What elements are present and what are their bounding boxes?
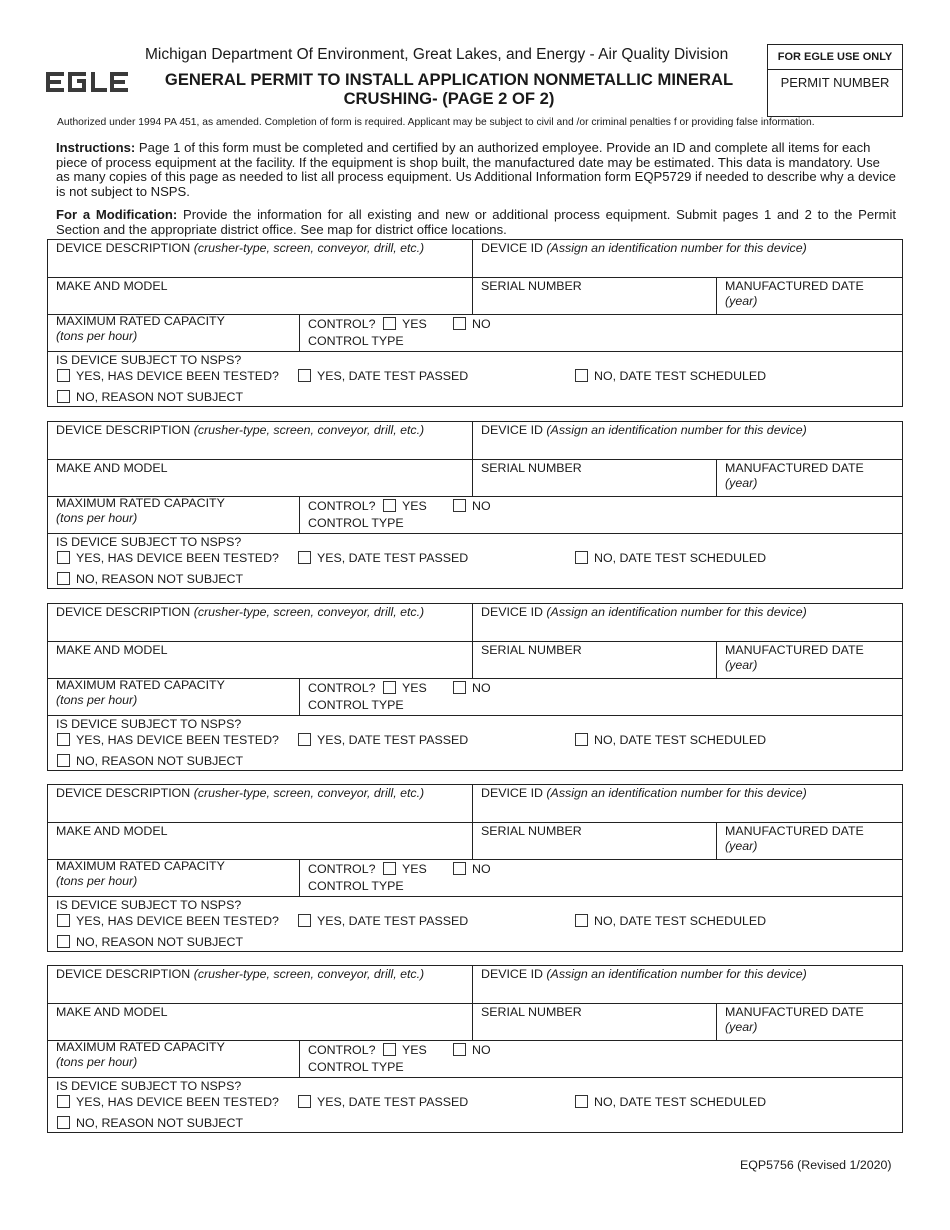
- device-description-label: DEVICE DESCRIPTION (crusher-type, screen, conveyor, drill, etc.): [56, 967, 425, 981]
- nsps-yes-date-passed-checkbox[interactable]: YES, DATE TEST PASSED: [298, 1095, 468, 1110]
- control-no-checkbox[interactable]: NO: [453, 499, 491, 514]
- manufactured-date-label: MANUFACTURED DATE (year): [725, 643, 864, 672]
- device-row-capacity: [48, 315, 902, 352]
- checkbox-icon: [383, 681, 396, 694]
- device-description-label: DEVICE DESCRIPTION (crusher-type, screen, conveyor, drill, etc.): [56, 786, 425, 800]
- make-model-label: MAKE AND MODEL: [56, 279, 168, 293]
- control-yes-checkbox[interactable]: YES: [383, 1043, 427, 1058]
- device-description-label: DEVICE DESCRIPTION (crusher-type, screen, conveyor, drill, etc.): [56, 241, 425, 255]
- control-type-label: CONTROL TYPE: [308, 334, 404, 348]
- checkbox-icon: [383, 1043, 396, 1056]
- device-row-description: [48, 240, 902, 278]
- nsps-yes-date-passed-checkbox[interactable]: YES, DATE TEST PASSED: [298, 551, 468, 566]
- control-no-checkbox[interactable]: NO: [453, 681, 491, 696]
- nsps-no-reason-checkbox[interactable]: NO, REASON NOT SUBJECT: [57, 935, 243, 950]
- checkbox-icon: [298, 551, 311, 564]
- device-row-nsps: [48, 897, 902, 952]
- max-capacity-label: MAXIMUM RATED CAPACITY (tons per hour): [56, 1040, 225, 1069]
- make-model-label: MAKE AND MODEL: [56, 824, 168, 838]
- modification-instructions: [56, 208, 896, 237]
- nsps-question: IS DEVICE SUBJECT TO NSPS?: [56, 353, 242, 367]
- checkbox-icon: [575, 369, 588, 382]
- title-line-2: CRUSHING- (PAGE 2 OF 2): [343, 89, 555, 108]
- manufactured-date-label: MANUFACTURED DATE (year): [725, 461, 864, 490]
- checkbox-icon: [298, 914, 311, 927]
- checkbox-icon: [57, 1095, 70, 1108]
- device-entry-block: [47, 965, 903, 1133]
- modification-text: Provide the information for all existing and new or additional process equipment. Submit pages 1 and 2 to the Permit Section and the appropriate district office. See map for district office locations.: [56, 207, 896, 237]
- max-capacity-label: MAXIMUM RATED CAPACITY (tons per hour): [56, 859, 225, 888]
- control-type-label: CONTROL TYPE: [308, 1060, 404, 1074]
- device-entry-block: [47, 603, 903, 771]
- nsps-yes-tested-checkbox[interactable]: YES, HAS DEVICE BEEN TESTED?: [57, 369, 279, 384]
- manufactured-date-label: MANUFACTURED DATE (year): [725, 824, 864, 853]
- device-row-make: [48, 1004, 902, 1041]
- device-row-capacity: [48, 1041, 902, 1078]
- checkbox-icon: [453, 499, 466, 512]
- control-label: CONTROL?: [308, 1043, 376, 1057]
- control-no-checkbox[interactable]: NO: [453, 317, 491, 332]
- form-title: [134, 70, 764, 108]
- checkbox-icon: [575, 914, 588, 927]
- device-row-make: [48, 823, 902, 860]
- device-description-label: DEVICE DESCRIPTION (crusher-type, screen, conveyor, drill, etc.): [56, 605, 425, 619]
- device-row-description: [48, 966, 902, 1004]
- nsps-no-date-scheduled-checkbox[interactable]: NO, DATE TEST SCHEDULED: [575, 1095, 766, 1110]
- instructions-text: Page 1 of this form must be completed and certified by an authorized employee. Provide an ID and complete all items for each piece of process equipment at the facility. If the equipment is shop built, the manufactured date may be estimated. This data is mandatory. Use as many copies of this page as needed to list all process equipment. Us Additional Information form EQP5729 if needed to describe why a device is not subject to NSPS.: [56, 140, 896, 199]
- nsps-yes-tested-checkbox[interactable]: YES, HAS DEVICE BEEN TESTED?: [57, 914, 279, 929]
- nsps-no-date-scheduled-checkbox[interactable]: NO, DATE TEST SCHEDULED: [575, 369, 766, 384]
- control-yes-checkbox[interactable]: YES: [383, 681, 427, 696]
- nsps-no-reason-checkbox[interactable]: NO, REASON NOT SUBJECT: [57, 1116, 243, 1131]
- checkbox-icon: [57, 551, 70, 564]
- serial-number-label: SERIAL NUMBER: [481, 824, 582, 838]
- control-yes-checkbox[interactable]: YES: [383, 317, 427, 332]
- checkbox-icon: [298, 1095, 311, 1108]
- permit-number-label: PERMIT NUMBER: [780, 75, 890, 90]
- nsps-no-reason-checkbox[interactable]: NO, REASON NOT SUBJECT: [57, 572, 243, 587]
- manufactured-date-label: MANUFACTURED DATE (year): [725, 1005, 864, 1034]
- device-row-make: [48, 460, 902, 497]
- device-row-make: [48, 642, 902, 679]
- egle-use-only-box: [767, 44, 903, 117]
- checkbox-icon: [298, 733, 311, 746]
- title-line-1: GENERAL PERMIT TO INSTALL APPLICATION NONMETALLIC MINERAL: [164, 70, 734, 89]
- nsps-question: IS DEVICE SUBJECT TO NSPS?: [56, 717, 242, 731]
- device-id-label: DEVICE ID (Assign an identification number for this device): [481, 967, 807, 981]
- make-model-label: MAKE AND MODEL: [56, 643, 168, 657]
- device-row-nsps: [48, 352, 902, 407]
- device-entry-block: [47, 239, 903, 407]
- manufactured-date-label: MANUFACTURED DATE (year): [725, 279, 864, 308]
- checkbox-icon: [57, 572, 70, 585]
- checkbox-icon: [453, 317, 466, 330]
- checkbox-icon: [57, 754, 70, 767]
- device-description-label: DEVICE DESCRIPTION (crusher-type, screen, conveyor, drill, etc.): [56, 423, 425, 437]
- nsps-yes-tested-checkbox[interactable]: YES, HAS DEVICE BEEN TESTED?: [57, 1095, 279, 1110]
- checkbox-icon: [57, 1116, 70, 1129]
- device-id-label: DEVICE ID (Assign an identification number for this device): [481, 786, 807, 800]
- checkbox-icon: [575, 551, 588, 564]
- device-row-description: [48, 604, 902, 642]
- device-row-capacity: [48, 679, 902, 716]
- device-id-label: DEVICE ID (Assign an identification number for this device): [481, 241, 807, 255]
- nsps-no-reason-checkbox[interactable]: NO, REASON NOT SUBJECT: [57, 754, 243, 769]
- control-type-label: CONTROL TYPE: [308, 516, 404, 530]
- serial-number-label: SERIAL NUMBER: [481, 461, 582, 475]
- egle-use-only-label: FOR EGLE USE ONLY: [768, 45, 902, 70]
- authorization-statement: Authorized under 1994 PA 451, as amended. Completion of form is required. Applicant may be subject to civil and /or criminal penalties f or providing false information.: [57, 117, 815, 128]
- nsps-question: IS DEVICE SUBJECT TO NSPS?: [56, 898, 242, 912]
- checkbox-icon: [57, 369, 70, 382]
- nsps-yes-date-passed-checkbox[interactable]: YES, DATE TEST PASSED: [298, 914, 468, 929]
- checkbox-icon: [383, 317, 396, 330]
- device-entry-block: [47, 784, 903, 952]
- checkbox-icon: [575, 1095, 588, 1108]
- serial-number-label: SERIAL NUMBER: [481, 1005, 582, 1019]
- checkbox-icon: [453, 681, 466, 694]
- nsps-yes-tested-checkbox[interactable]: YES, HAS DEVICE BEEN TESTED?: [57, 551, 279, 566]
- device-row-nsps: [48, 1078, 902, 1133]
- egle-logo: [46, 70, 130, 94]
- checkbox-icon: [57, 935, 70, 948]
- control-no-checkbox[interactable]: NO: [453, 1043, 491, 1058]
- device-entry-block: [47, 421, 903, 589]
- nsps-yes-date-passed-checkbox[interactable]: YES, DATE TEST PASSED: [298, 369, 468, 384]
- form-number: EQP5756 (Revised 1/2020): [740, 1158, 892, 1172]
- modification-heading: For a Modification:: [56, 207, 178, 222]
- device-row-description: [48, 785, 902, 823]
- checkbox-icon: [57, 390, 70, 403]
- checkbox-icon: [57, 733, 70, 746]
- nsps-no-date-scheduled-checkbox[interactable]: NO, DATE TEST SCHEDULED: [575, 551, 766, 566]
- control-yes-checkbox[interactable]: YES: [383, 862, 427, 877]
- max-capacity-label: MAXIMUM RATED CAPACITY (tons per hour): [56, 496, 225, 525]
- control-yes-checkbox[interactable]: YES: [383, 499, 427, 514]
- make-model-label: MAKE AND MODEL: [56, 461, 168, 475]
- make-model-label: MAKE AND MODEL: [56, 1005, 168, 1019]
- checkbox-icon: [575, 733, 588, 746]
- nsps-no-date-scheduled-checkbox[interactable]: NO, DATE TEST SCHEDULED: [575, 914, 766, 929]
- nsps-yes-tested-checkbox[interactable]: YES, HAS DEVICE BEEN TESTED?: [57, 733, 279, 748]
- control-label: CONTROL?: [308, 681, 376, 695]
- checkbox-icon: [453, 1043, 466, 1056]
- control-label: CONTROL?: [308, 499, 376, 513]
- device-id-label: DEVICE ID (Assign an identification number for this device): [481, 423, 807, 437]
- nsps-yes-date-passed-checkbox[interactable]: YES, DATE TEST PASSED: [298, 733, 468, 748]
- agency-name: Michigan Department Of Environment, Great Lakes, and Energy - Air Quality Division: [145, 46, 729, 63]
- device-row-capacity: [48, 860, 902, 897]
- nsps-no-date-scheduled-checkbox[interactable]: NO, DATE TEST SCHEDULED: [575, 733, 766, 748]
- control-label: CONTROL?: [308, 862, 376, 876]
- device-row-nsps: [48, 716, 902, 771]
- device-row-description: [48, 422, 902, 460]
- checkbox-icon: [383, 862, 396, 875]
- checkbox-icon: [383, 499, 396, 512]
- serial-number-label: SERIAL NUMBER: [481, 643, 582, 657]
- checkbox-icon: [453, 862, 466, 875]
- control-label: CONTROL?: [308, 317, 376, 331]
- instructions-heading: Instructions:: [56, 140, 136, 155]
- checkbox-icon: [298, 369, 311, 382]
- nsps-question: IS DEVICE SUBJECT TO NSPS?: [56, 535, 242, 549]
- instructions: [56, 141, 896, 199]
- checkbox-icon: [57, 914, 70, 927]
- max-capacity-label: MAXIMUM RATED CAPACITY (tons per hour): [56, 678, 225, 707]
- control-type-label: CONTROL TYPE: [308, 698, 404, 712]
- device-row-nsps: [48, 534, 902, 589]
- control-no-checkbox[interactable]: NO: [453, 862, 491, 877]
- device-id-label: DEVICE ID (Assign an identification number for this device): [481, 605, 807, 619]
- max-capacity-label: MAXIMUM RATED CAPACITY (tons per hour): [56, 314, 225, 343]
- nsps-no-reason-checkbox[interactable]: NO, REASON NOT SUBJECT: [57, 390, 243, 405]
- serial-number-label: SERIAL NUMBER: [481, 279, 582, 293]
- nsps-question: IS DEVICE SUBJECT TO NSPS?: [56, 1079, 242, 1093]
- device-row-capacity: [48, 497, 902, 534]
- control-type-label: CONTROL TYPE: [308, 879, 404, 893]
- device-row-make: [48, 278, 902, 315]
